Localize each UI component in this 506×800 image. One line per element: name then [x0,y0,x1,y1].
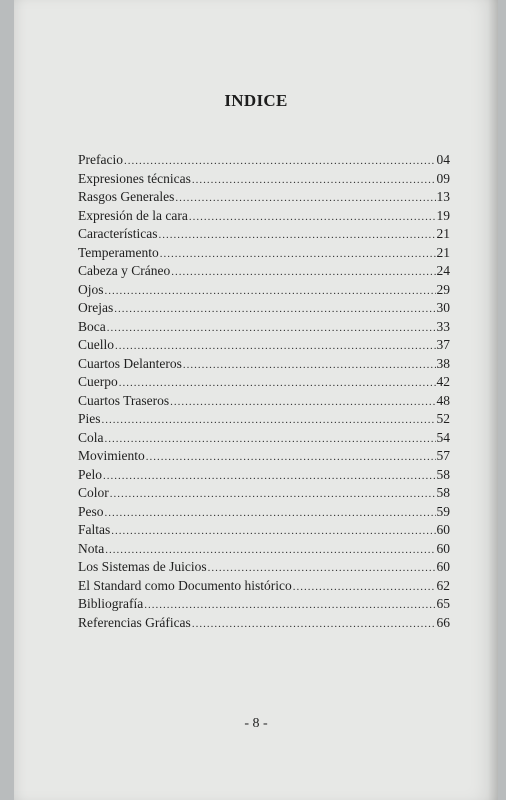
toc-leader-dots [183,356,436,374]
toc-entry-page: 21 [436,226,450,241]
toc-entry-page: 59 [436,503,450,519]
toc-entry [78,558,450,577]
toc-entry-label: Pies [78,411,101,426]
toc-leader-dots [175,189,435,207]
toc-leader-dots [192,615,436,633]
toc-entry-page: 24 [436,263,450,278]
toc-entry [78,484,450,503]
toc-leader-dots [103,467,435,485]
toc-entry-label: Cuartos Delanteros [78,355,182,371]
toc-entry-page: 54 [436,429,450,445]
toc-entry-label: Prefacio [78,152,123,167]
toc-entry [78,577,450,596]
toc-entry-page: 04 [436,152,450,167]
toc-entry-page: 58 [436,485,450,500]
toc-entry [78,466,450,485]
toc-leader-dots [158,226,435,244]
toc-entry-label: Características [78,226,158,241]
toc-entry [78,614,450,633]
toc-entry-label: Rasgos Generales [78,189,175,204]
toc-entry-page: 58 [436,466,450,482]
toc-entry [78,540,450,559]
toc-entry-label: Ojos [78,281,104,297]
toc-leader-dots [124,152,436,170]
table-of-contents [78,151,450,632]
toc-entry-page: 13 [436,189,450,204]
toc-entry-label: Bibliografía [78,596,144,611]
toc-entry-label: Expresión de la cara [78,207,188,223]
toc-entry [78,207,450,226]
toc-entry-label: Pelo [78,466,103,482]
toc-leader-dots [146,448,436,466]
toc-leader-dots [102,411,436,429]
toc-entry-label: Nota [78,540,105,556]
toc-entry [78,151,450,170]
page-edge-shadow [488,0,498,800]
toc-entry [78,244,450,263]
toc-entry [78,336,450,355]
toc-entry [78,355,450,374]
toc-entry-page: 09 [436,170,450,186]
toc-leader-dots [105,541,435,559]
toc-entry-page: 57 [436,448,450,463]
toc-entry-page: 66 [436,614,450,630]
toc-entry-label: Cuello [78,337,114,352]
toc-entry-label: Color [78,485,109,500]
toc-leader-dots [189,208,436,226]
toc-leader-dots [115,337,436,355]
toc-leader-dots [144,596,435,614]
toc-entry-label: Expresiones técnicas [78,170,191,186]
toc-entry [78,262,450,281]
toc-entry-label: Movimiento [78,448,145,463]
toc-entry [78,521,450,540]
toc-leader-dots [114,300,435,318]
toc-entry-label: Peso [78,503,104,519]
toc-entry-page: 30 [436,300,450,315]
toc-entry-page: 21 [436,244,450,260]
toc-entry-page: 60 [436,522,450,537]
toc-leader-dots [293,578,436,596]
toc-entry [78,503,450,522]
toc-leader-dots [208,559,436,577]
toc-entry-label: Cabeza y Cráneo [78,263,171,278]
toc-entry [78,447,450,466]
toc-entry [78,170,450,189]
toc-entry-label: Orejas [78,300,114,315]
toc-leader-dots [192,171,436,189]
toc-entry [78,318,450,337]
page-number: - 8 - [244,716,268,731]
toc-entry-label: Cuerpo [78,374,118,389]
toc-entry-label: Los Sistemas de Juicios [78,559,207,574]
toc-entry-label: Faltas [78,522,111,537]
toc-leader-dots [105,282,436,300]
toc-entry [78,281,450,300]
toc-entry-page: 29 [436,281,450,297]
toc-leader-dots [111,522,435,540]
toc-entry-page: 33 [436,318,450,334]
toc-entry [78,299,450,318]
toc-leader-dots [105,430,436,448]
toc-entry-page: 42 [436,374,450,389]
toc-leader-dots [170,393,435,411]
toc-entry-page: 60 [436,559,450,574]
toc-entry-page: 48 [436,392,450,408]
toc-entry [78,410,450,429]
toc-entry-label: Cola [78,429,104,445]
toc-leader-dots [110,485,436,503]
toc-leader-dots [160,245,436,263]
toc-entry [78,373,450,392]
toc-entry-label: Boca [78,318,106,334]
toc-entry-page: 37 [436,337,450,352]
toc-leader-dots [107,319,436,337]
toc-entry-page: 19 [436,207,450,223]
toc-entry-page: 62 [436,577,450,593]
toc-entry-page: 52 [436,411,450,426]
toc-entry-page: 38 [436,355,450,371]
toc-entry [78,225,450,244]
toc-entry [78,392,450,411]
toc-entry [78,188,450,207]
toc-entry-label: Temperamento [78,244,159,260]
toc-entry-label: Referencias Gráficas [78,614,191,630]
toc-leader-dots [171,263,435,281]
toc-entry-label: Cuartos Traseros [78,392,170,408]
toc-leader-dots [119,374,436,392]
toc-entry-page: 65 [436,596,450,611]
book-page [14,0,498,800]
toc-leader-dots [105,504,436,522]
index-title: INDICE [224,91,288,110]
toc-entry [78,595,450,614]
toc-entry [78,429,450,448]
toc-entry-label: El Standard como Documento histórico [78,577,292,593]
toc-entry-page: 60 [436,540,450,556]
